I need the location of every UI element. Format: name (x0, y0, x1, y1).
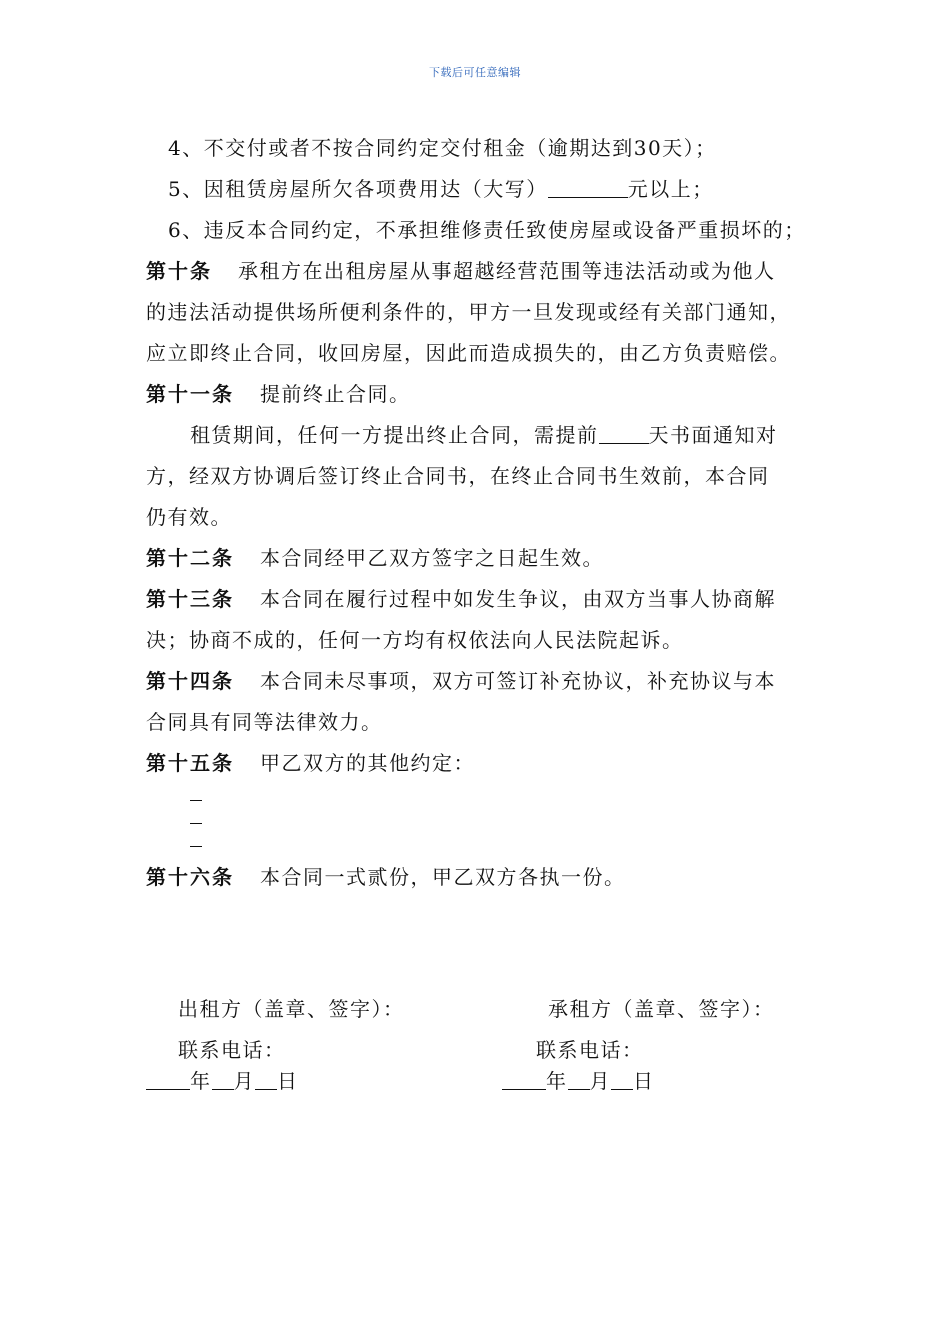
article-13 (146, 579, 810, 620)
lessor-date (146, 1065, 299, 1094)
article-11-para-suffix: 天书面通知对 (648, 423, 778, 447)
day-label: 日 (277, 1069, 299, 1093)
month-blank[interactable] (212, 1071, 234, 1090)
article-11-para-line3: 仍有效。 (146, 505, 232, 529)
clause-item-5-text: 5、因租赁房屋所欠各项费用达（大写） (168, 177, 548, 201)
article-14-title: 第十四条 (146, 669, 234, 693)
article-15 (146, 743, 810, 784)
article-16-title: 第十六条 (146, 865, 234, 889)
lessee-phone-label: 联系电话： (536, 1038, 644, 1062)
article-11-para-line2: 方，经双方协调后签订终止合同书，在终止合同书生效前，本合同 (146, 464, 770, 488)
amount-blank[interactable] (548, 179, 628, 198)
article-11-title: 第十一条 (146, 382, 234, 406)
article-12 (146, 538, 810, 579)
article-14 (146, 661, 810, 702)
year-blank[interactable] (146, 1071, 190, 1090)
clause-item-6: 6、违反本合同约定，不承担维修责任致使房屋或设备严重损坏的； (168, 218, 806, 242)
lessee-date (502, 1065, 655, 1094)
other-terms-blanks (146, 788, 810, 847)
year-blank[interactable] (502, 1071, 546, 1090)
article-15-title: 第十五条 (146, 751, 234, 775)
year-label: 年 (190, 1069, 212, 1093)
page-header-note: 下载后可任意编辑 (429, 66, 521, 79)
article-13-line2: 决；协商不成的，任何一方均有权依法向人民法院起诉。 (146, 628, 684, 652)
article-13-line1: 本合同在履行过程中如发生争议，由双方当事人协商解 (260, 587, 776, 611)
article-10-line2: 的违法活动提供场所便利条件的，甲方一旦发现或经有关部门通知， (146, 300, 791, 324)
days-blank[interactable] (599, 425, 649, 444)
other-term-blank[interactable] (190, 811, 202, 824)
article-14-line2: 合同具有同等法律效力。 (146, 710, 383, 734)
article-11-para-text: 租赁期间，任何一方提出终止合同，需提前 (190, 423, 599, 447)
day-label: 日 (633, 1069, 655, 1093)
article-16-text: 本合同一式贰份，甲乙双方各执一份。 (260, 865, 626, 889)
lessor-signature-label: 出租方（盖章、签字）： (178, 997, 405, 1021)
article-12-title: 第十二条 (146, 546, 234, 570)
lessee-signature-label: 承租方（盖章、签字）： (548, 997, 775, 1021)
lessor-phone-label: 联系电话： (178, 1038, 286, 1062)
other-term-blank[interactable] (190, 788, 202, 801)
year-label: 年 (546, 1069, 568, 1093)
month-blank[interactable] (568, 1071, 590, 1090)
article-15-text: 甲乙双方的其他约定： (260, 751, 475, 775)
clause-item-5-suffix: 元以上； (627, 177, 714, 201)
article-11-para-line1 (146, 415, 810, 456)
article-11-text: 提前终止合同。 (260, 382, 411, 406)
article-16 (146, 857, 810, 898)
article-10-line1: 承租方在出租房屋从事超越经营范围等违法活动或为他人 (238, 259, 776, 283)
day-blank[interactable] (611, 1071, 633, 1090)
month-label: 月 (233, 1069, 255, 1093)
contract-body (146, 128, 810, 898)
article-12-text: 本合同经甲乙双方签字之日起生效。 (260, 546, 604, 570)
article-10 (146, 251, 810, 292)
article-13-title: 第十三条 (146, 587, 234, 611)
article-10-title: 第十条 (146, 259, 212, 283)
article-14-line1: 本合同未尽事项，双方可签订补充协议，补充协议与本 (260, 669, 776, 693)
clause-item-4: 4、不交付或者不按合同约定交付租金（逾期达到30天）； (168, 136, 717, 160)
day-blank[interactable] (255, 1071, 277, 1090)
clause-item-5 (146, 169, 810, 210)
other-term-blank[interactable] (190, 834, 202, 847)
article-11 (146, 374, 810, 415)
month-label: 月 (589, 1069, 611, 1093)
article-10-line3: 应立即终止合同，收回房屋，因此而造成损失的，由乙方负责赔偿。 (146, 341, 791, 365)
